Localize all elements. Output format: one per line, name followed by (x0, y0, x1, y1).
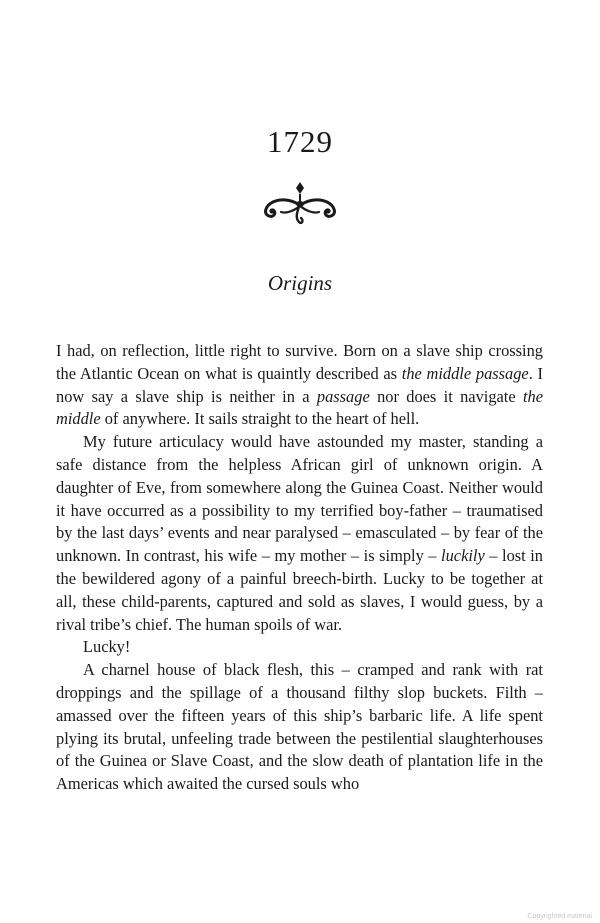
text-segment: . I now say a slave ship is neither in a (56, 363, 543, 406)
paragraph (56, 340, 543, 431)
text-segment: My future articulacy would have astounded my master, standing a safe distance from the helpless African girl of unknown origin. A daughter of Eve, from somewhere along the Guinea Coast. Neither would it have occurred as a possibility to my terrified boy-father – traumatised by the last days’ events and near paralysed – emasculated – by fear of the unknown. In contrast, his wife – my mother – is simply – (56, 432, 543, 566)
watermark: Copyrighted material (527, 913, 592, 920)
body-text (56, 340, 543, 796)
chapter-number: 1729 (267, 124, 333, 159)
paragraph (56, 431, 543, 636)
italic-text: passage (316, 386, 370, 406)
text-segment: Lucky! (83, 637, 131, 657)
italic-text: the middle passage (401, 363, 529, 383)
paragraph (56, 636, 543, 659)
italic-text: the middle (56, 386, 543, 429)
italic-text: luckily (441, 546, 485, 566)
text-segment: I had, on reflection, little right to survive. Born on a slave ship crossing the Atlantic Ocean on what is quaintly described as (56, 341, 543, 383)
paragraph (56, 659, 543, 796)
text-segment: of anywhere. It sails straight to the heart of hell. (100, 409, 420, 429)
text-segment: nor does it navigate (369, 386, 523, 406)
fleuron-ornament-icon (255, 180, 345, 230)
text-segment: – lost in the bewildered agony of a painful breech-birth. Lucky to be together at all, these child-parents, captured and sold as slaves, I would guess, by a rival tribe’s chief. The human spoils of war. (56, 546, 543, 634)
text-segment: A charnel house of black flesh, this – cramped and rank with rat droppings and the spillage of a thousand filthy slop buckets. Filth – amassed over the fifteen years of this ship’s barbaric life. A life spent plying its brutal, unfeeling trade between the pestilential slaughterhouses of the Guinea or Slave Coast, and the slow death of plantation life in the Americas which awaited the cursed souls who (56, 660, 543, 794)
chapter-title: Origins (267, 271, 333, 295)
